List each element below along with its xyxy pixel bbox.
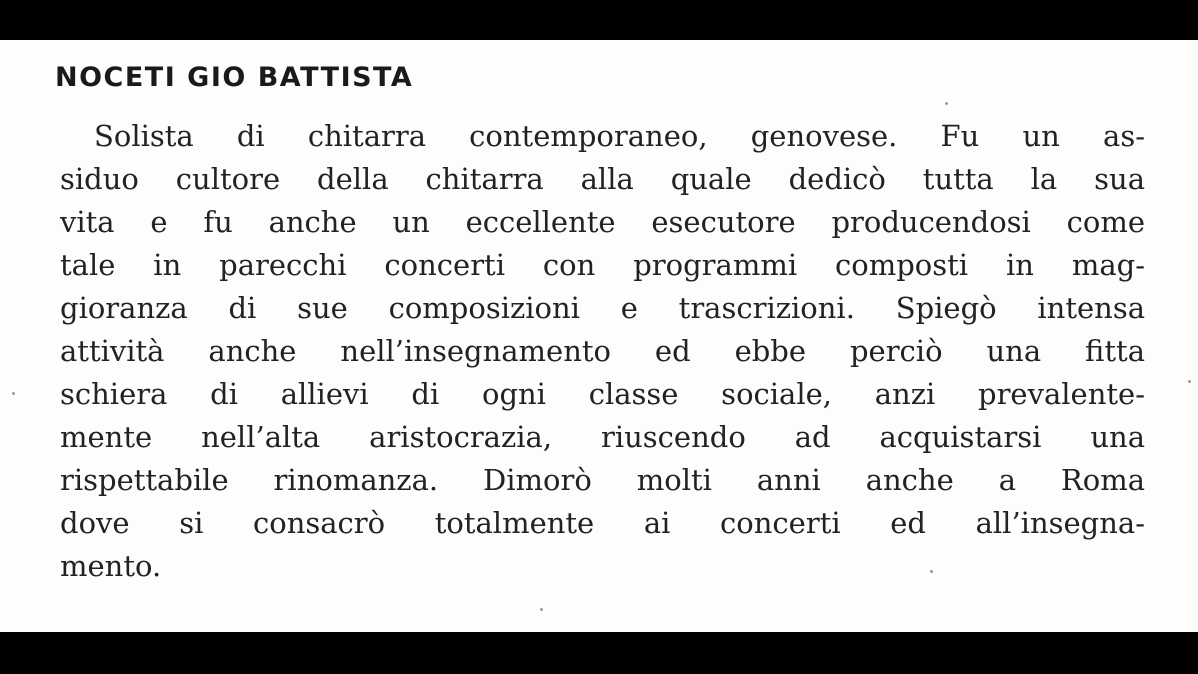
scanned-page [0,40,1198,632]
body-line: tale in parecchi concerti con programmi composti in mag- [60,248,1145,282]
entry-body [60,115,1145,588]
paper-speck [1188,380,1191,383]
paper-speck [945,102,948,105]
body-line: mente nell’alta aristocrazia, riuscendo ad acquistarsi una [60,420,1145,454]
body-line: rispettabile rinomanza. Dimorò molti anni anche a Roma [60,463,1145,497]
body-line: siduo cultore della chitarra alla quale dedicò tutta la sua [60,162,1145,196]
entry-title: NOCETI GIO BATTISTA [55,62,414,93]
paper-speck [930,570,933,573]
body-line: dove si consacrò totalmente ai concerti ed all’insegna- [60,506,1145,540]
paper-speck [540,608,543,611]
body-line: Solista di chitarra contemporaneo, genovese. Fu un as- [94,119,1145,153]
body-line: vita e fu anche un eccellente esecutore producendosi come [60,205,1145,239]
body-line: mento. [60,549,162,583]
body-line: attività anche nell’insegnamento ed ebbe perciò una fitta [60,334,1145,368]
body-line: schiera di allievi di ogni classe sociale, anzi prevalente- [60,377,1145,411]
body-line: gioranza di sue composizioni e trascrizioni. Spiegò intensa [60,291,1145,325]
paper-speck [12,392,15,395]
